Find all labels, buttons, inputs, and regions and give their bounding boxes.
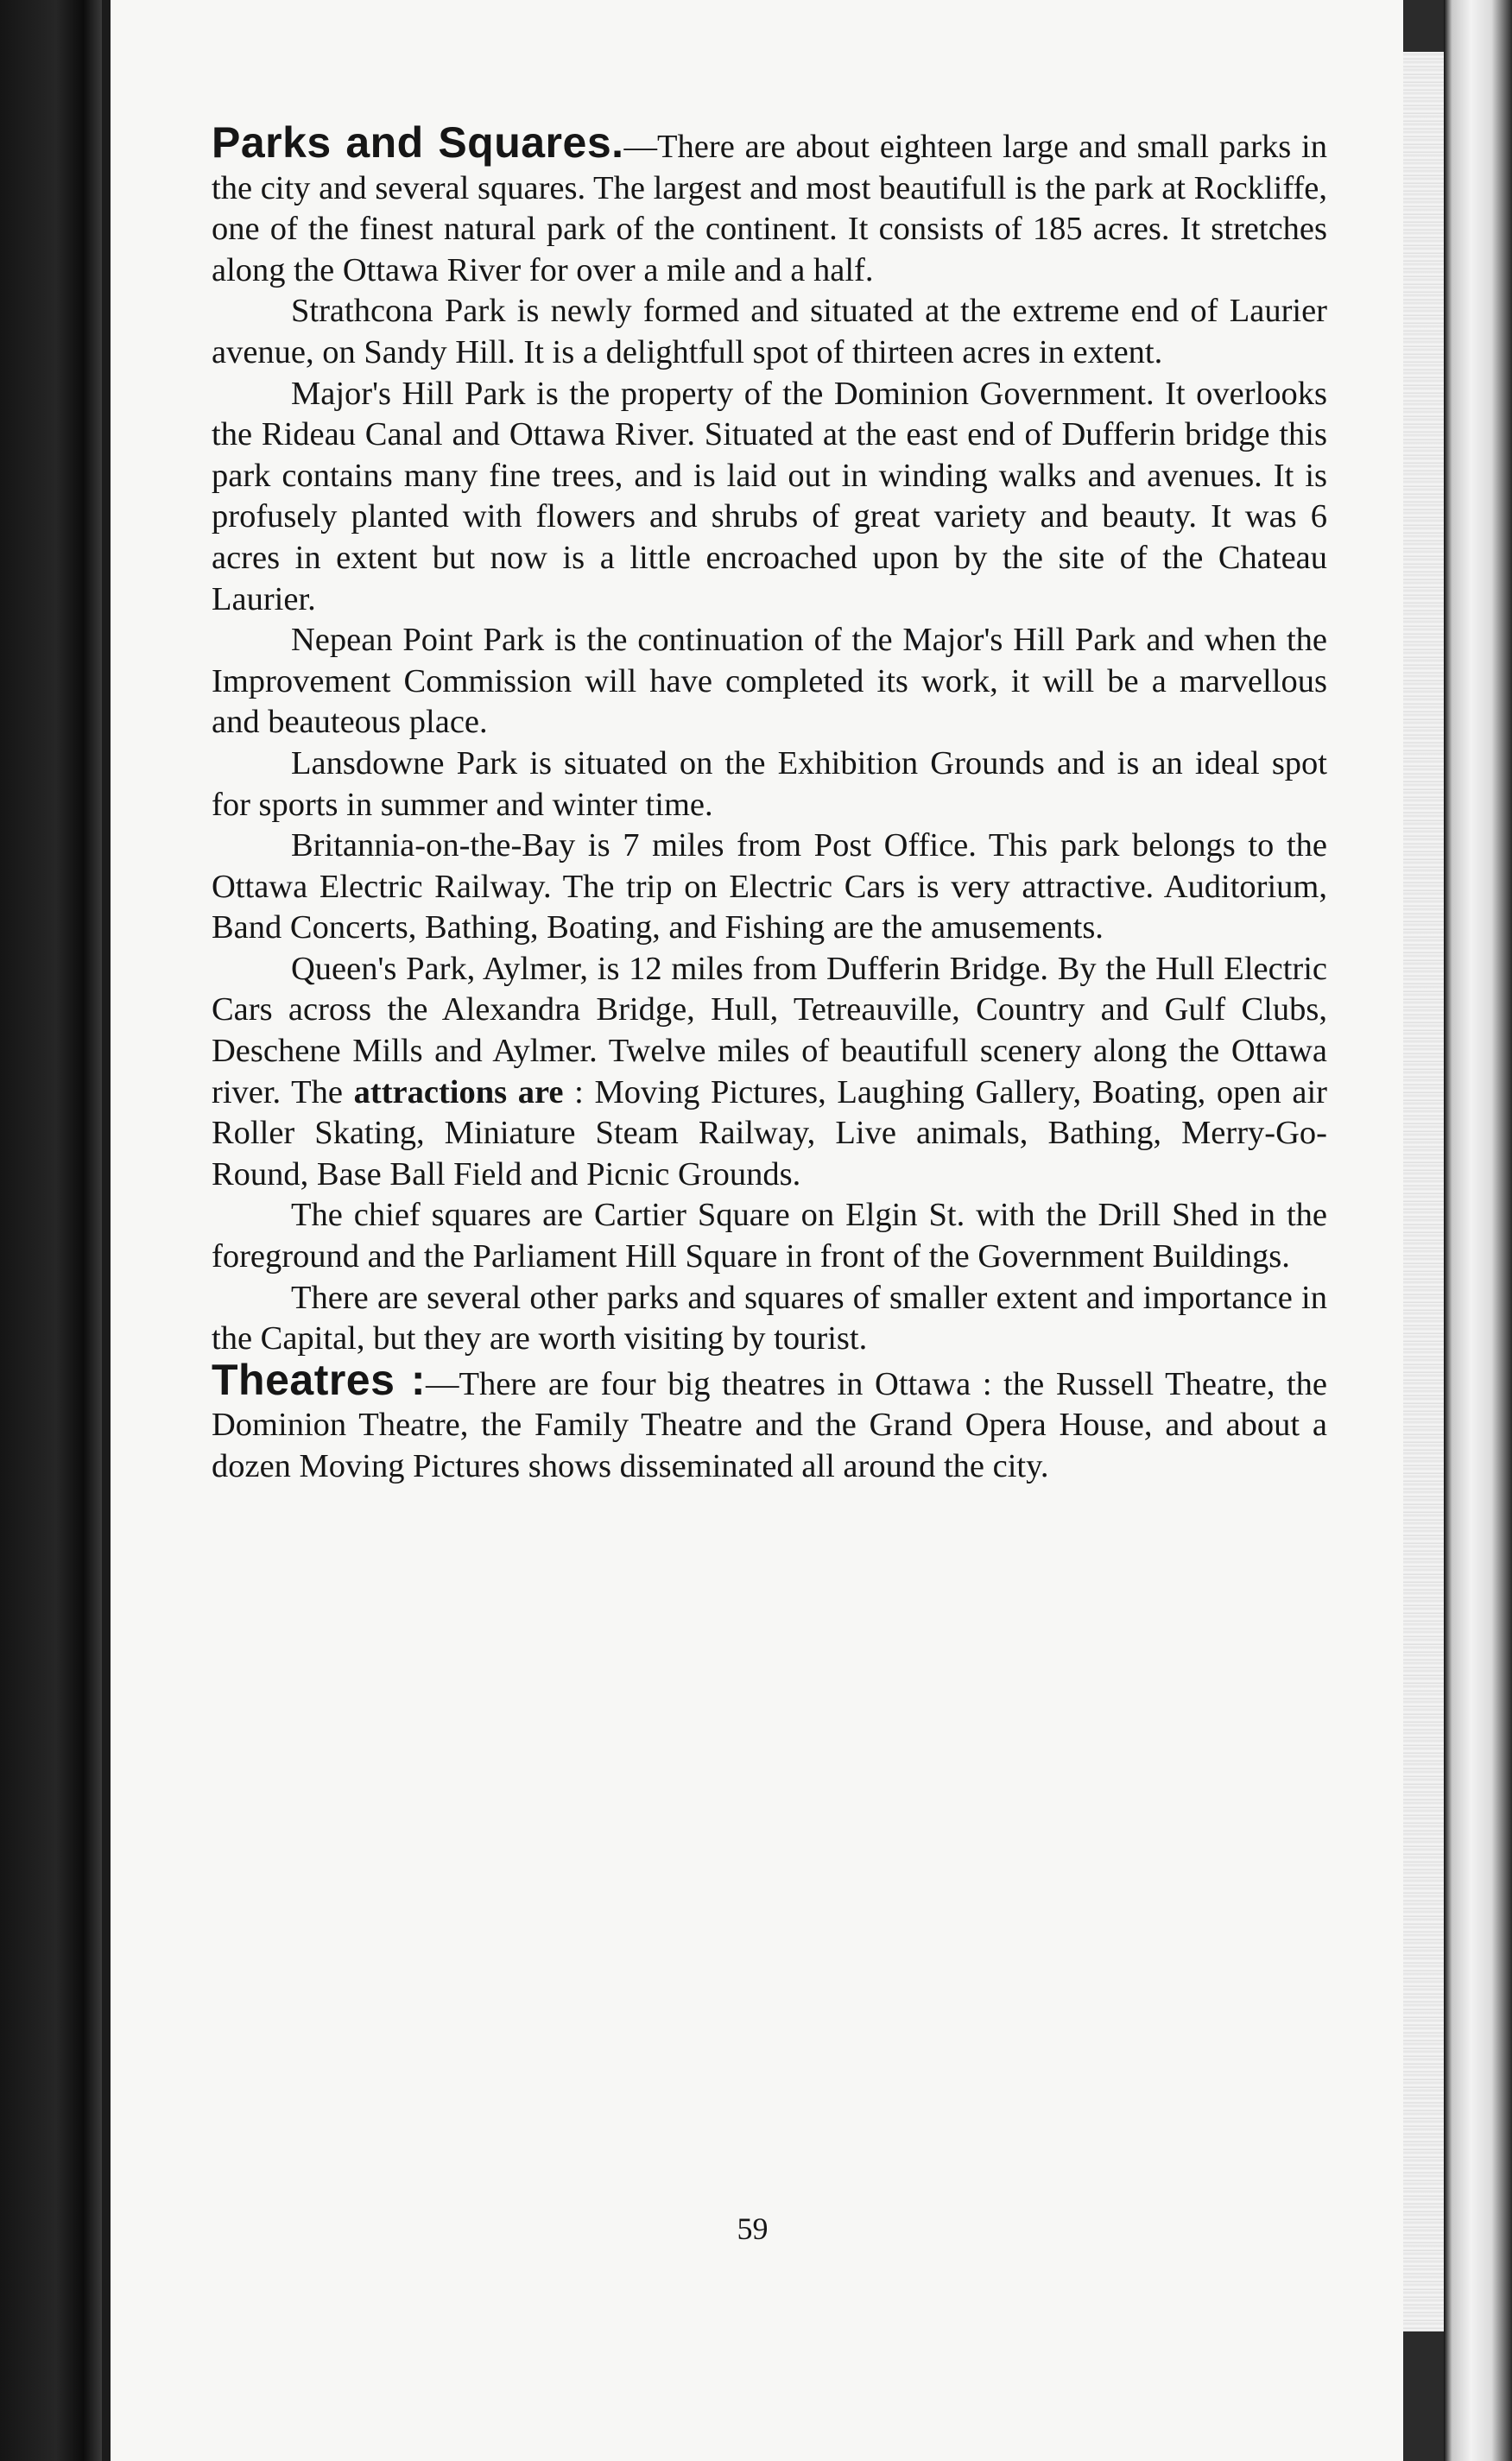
scan-left-border	[0, 0, 102, 2461]
page-number: 59	[737, 2211, 769, 2246]
theatres-paragraph	[212, 1355, 1327, 1488]
book-page-edges	[1403, 52, 1444, 2331]
binding-shadow	[102, 0, 111, 2461]
chief-squares-paragraph: The chief squares are Cartier Square on Elgin St. with the Drill Shed in the foreground and the Parliament Hill Square in front of the Government Buildings.	[212, 1197, 1327, 1275]
parks-intro-text: —There are about eighteen large and small parks in the city and several squares. The largest and most beautifull is the park at Rockliffe, one of the finest natural park of the continent. It consists of 185 acres. It stretches along the Ottawa River for over a mile and a half.	[212, 129, 1327, 288]
parks-intro-paragraph	[212, 118, 1327, 291]
lansdowne-paragraph: Lansdowne Park is situated on the Exhibition Grounds and is an ideal spot for sports in summer and winter time.	[212, 744, 1327, 823]
strathcona-paragraph: Strathcona Park is newly formed and situated at the extreme end of Laurier avenue, on Sandy Hill. It is a delightfull spot of thirteen acres in extent.	[212, 293, 1327, 370]
queens-park-text-a: Queen's Park, Aylmer, is 12 miles from Dufferin Bridge. By the Hull Electric Cars across the Alexandra Bridge, Hull, Tetreauville, Country and Gulf Clubs, Deschene Mills and Aylmer. Twelve miles of beautifull scenery along the Ottawa river. The	[212, 950, 1327, 1110]
queens-park-bold-text: attractions are	[353, 1073, 564, 1110]
book-page	[102, 0, 1403, 2461]
nepean-point-paragraph: Nepean Point Park is the continuation of the Major's Hill Park and when the Improvement Commission will have completed its work, it will be a marvellous and beauteous place.	[212, 622, 1327, 741]
parks-heading: Parks and Squares.	[212, 118, 624, 167]
scan-right-border	[1444, 0, 1512, 2461]
page-text	[212, 118, 1327, 1488]
theatres-text: —There are four big theatres in Ottawa : the Russell Theatre, the Dominion Theatre, the Family Theatre and the Grand Opera House, and about a dozen Moving Pictures shows disseminated all around the city.	[212, 1365, 1327, 1484]
other-parks-paragraph: There are several other parks and squares of smaller extent and importance in the Capital, but they are worth visiting by tourist.	[212, 1279, 1327, 1357]
majors-hill-paragraph: Major's Hill Park is the property of the Dominion Government. It overlooks the Rideau Canal and Ottawa River. Situated at the east end of Dufferin bridge this park contains many fine trees, and is laid out in winding walks and avenues. It is profusely planted with flowers and shrubs of great variety and beauty. It was 6 acres in extent but now is a little encroached upon by the site of the Chateau Laurier.	[212, 375, 1327, 617]
queens-park-paragraph	[212, 949, 1327, 1196]
britannia-paragraph: Britannia-on-the-Bay is 7 miles from Post Office. This park belongs to the Ottawa Electric Railway. The trip on Electric Cars is very attractive. Auditorium, Band Concerts, Bathing, Boating, and Fishing are the amusements.	[212, 827, 1327, 946]
theatres-heading: Theatres :	[212, 1355, 426, 1404]
queens-park-text-b: : Moving Pictures, Laughing Gallery, Boating, open air Roller Skating, Miniature Steam Railway, Live animals, Bathing, Merry-Go-Round, Base Ball Field and Picnic Grounds.	[212, 1073, 1327, 1193]
